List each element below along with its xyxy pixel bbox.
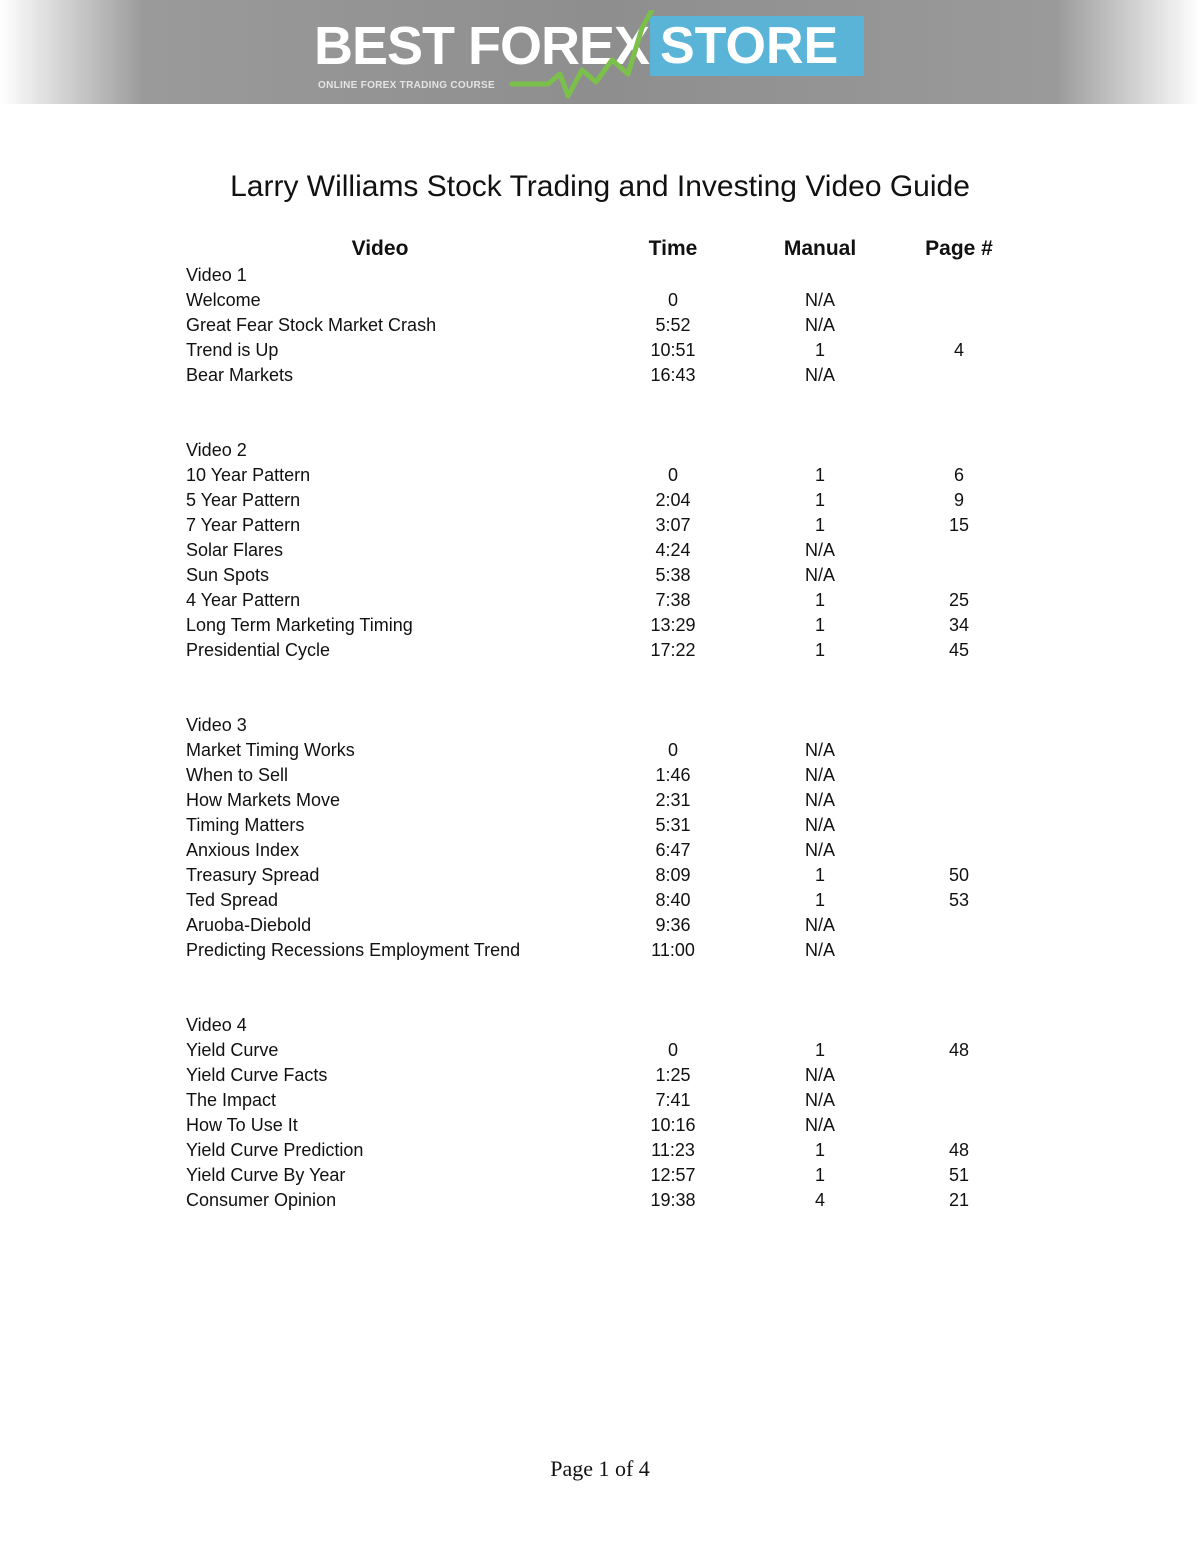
column-header-page: Page #: [925, 237, 993, 260]
row-manual: N/A: [804, 740, 835, 760]
row-page: 34: [948, 615, 970, 635]
table-row: [186, 538, 1046, 563]
chart-swoosh-icon: [312, 10, 864, 102]
row-page: 15: [948, 515, 970, 535]
row-topic: Aruoba-Diebold: [186, 915, 312, 935]
row-time: 11:00: [651, 940, 695, 960]
row-page: 51: [948, 1165, 970, 1185]
table-row: [186, 638, 1046, 663]
row-manual: N/A: [804, 765, 835, 785]
row-manual: N/A: [804, 540, 835, 560]
table-row: [186, 288, 1046, 313]
column-header-video: Video: [351, 237, 409, 260]
section-label: Video 1: [186, 265, 247, 285]
row-time: 0: [667, 290, 678, 310]
row-manual: 1: [814, 1165, 825, 1185]
row-manual: N/A: [804, 915, 835, 935]
table-row: [186, 813, 1046, 838]
row-time: 10:51: [650, 340, 696, 360]
row-time: 3:07: [655, 515, 691, 535]
row-time: 13:29: [650, 615, 696, 635]
row-manual: N/A: [804, 1115, 835, 1135]
row-topic: The Impact: [186, 1090, 277, 1110]
row-manual: 1: [814, 640, 825, 660]
row-topic: Presidential Cycle: [186, 640, 331, 660]
row-page: 48: [948, 1140, 970, 1160]
logo-tagline: ONLINE FOREX TRADING COURSE: [318, 80, 495, 91]
column-header-manual: Manual: [783, 237, 857, 260]
row-manual: N/A: [804, 940, 835, 960]
row-time: 0: [667, 465, 678, 485]
table-row: [186, 1138, 1046, 1163]
row-topic: Market Timing Works: [186, 740, 355, 760]
row-topic: Timing Matters: [186, 815, 305, 835]
row-time: 7:38: [655, 590, 691, 610]
row-time: 11:23: [651, 1140, 695, 1160]
table-row: [186, 588, 1046, 613]
row-manual: 1: [814, 1040, 825, 1060]
table-row: [186, 513, 1046, 538]
table-row: [186, 1063, 1046, 1088]
table-row: [186, 1163, 1046, 1188]
row-manual: N/A: [804, 315, 835, 335]
table-row: [186, 563, 1046, 588]
row-page: 9: [953, 490, 964, 510]
document-title: Larry Williams Stock Trading and Investing Video Guide: [230, 170, 970, 203]
row-topic: Ted Spread: [186, 890, 279, 910]
row-time: 6:47: [655, 840, 691, 860]
row-topic: Sun Spots: [186, 565, 270, 585]
table-row: [186, 1038, 1046, 1063]
row-time: 4:24: [655, 540, 691, 560]
row-manual: N/A: [804, 815, 835, 835]
row-time: 7:41: [655, 1090, 691, 1110]
brand-logo: [312, 10, 864, 102]
row-topic: Bear Markets: [186, 365, 294, 385]
row-time: 10:16: [650, 1115, 696, 1135]
table-row: [186, 763, 1046, 788]
row-manual: N/A: [804, 565, 835, 585]
row-page: 45: [948, 640, 970, 660]
row-manual: N/A: [804, 365, 835, 385]
row-manual: N/A: [804, 1065, 835, 1085]
row-time: 8:40: [655, 890, 691, 910]
table-row: [186, 488, 1046, 513]
section-label: Video 4: [186, 1015, 247, 1035]
row-time: 19:38: [650, 1190, 696, 1210]
row-manual: 1: [814, 865, 825, 885]
table-row: [186, 463, 1046, 488]
header-banner: [0, 0, 1200, 104]
row-manual: N/A: [804, 1090, 835, 1110]
table-row: [186, 613, 1046, 638]
logo-brand-right: STORE: [660, 17, 839, 75]
table-row: [186, 888, 1046, 913]
row-topic: Treasury Spread: [186, 865, 320, 885]
table-row: [186, 1188, 1046, 1213]
row-time: 0: [667, 1040, 678, 1060]
row-time: 2:04: [655, 490, 691, 510]
row-time: 16:43: [650, 365, 696, 385]
section-label: Video 3: [186, 715, 247, 735]
row-page: 25: [948, 590, 970, 610]
row-manual: 1: [814, 340, 825, 360]
table-row: [186, 1088, 1046, 1113]
row-topic: 4 Year Pattern: [186, 590, 301, 610]
table-row: [186, 313, 1046, 338]
row-time: 0: [667, 740, 678, 760]
row-topic: Anxious Index: [186, 840, 300, 860]
table-row: [186, 363, 1046, 388]
row-topic: Solar Flares: [186, 540, 284, 560]
row-time: 12:57: [650, 1165, 696, 1185]
row-topic: Yield Curve Facts: [186, 1065, 328, 1085]
row-manual: 1: [814, 590, 825, 610]
row-manual: 1: [814, 465, 825, 485]
row-time: 1:46: [655, 765, 691, 785]
row-topic: Welcome: [186, 290, 261, 310]
table-row: [186, 863, 1046, 888]
row-page: 21: [948, 1190, 970, 1210]
row-manual: N/A: [804, 840, 835, 860]
row-time: 1:25: [655, 1065, 691, 1085]
row-topic: When to Sell: [186, 765, 289, 785]
column-header-time: Time: [648, 237, 698, 260]
row-manual: N/A: [804, 790, 835, 810]
table-row: [186, 938, 1046, 963]
row-page: 48: [948, 1040, 970, 1060]
row-topic: Long Term Marketing Timing: [186, 615, 413, 635]
row-manual: 1: [814, 615, 825, 635]
row-time: 5:31: [655, 815, 691, 835]
row-topic: How To Use It: [186, 1115, 298, 1135]
row-topic: Great Fear Stock Market Crash: [186, 315, 437, 335]
row-manual: 4: [814, 1190, 825, 1210]
row-topic: Yield Curve By Year: [186, 1165, 346, 1185]
row-time: 5:38: [655, 565, 691, 585]
page-number: Page 1 of 4: [550, 1456, 650, 1481]
table-row: [186, 338, 1046, 363]
row-topic: Consumer Opinion: [186, 1190, 337, 1210]
row-page: 50: [948, 865, 970, 885]
row-page: 4: [953, 340, 964, 360]
row-topic: 10 Year Pattern: [186, 465, 311, 485]
row-time: 2:31: [655, 790, 691, 810]
row-time: 9:36: [655, 915, 691, 935]
logo-brand-left: BEST FOREX: [314, 16, 650, 76]
table-row: [186, 838, 1046, 863]
table-row: [186, 738, 1046, 763]
section-label: Video 2: [186, 440, 247, 460]
table-row: [186, 913, 1046, 938]
row-manual: 1: [814, 1140, 825, 1160]
row-topic: Predicting Recessions Employment Trend: [186, 940, 521, 960]
row-page: 53: [948, 890, 970, 910]
row-topic: 7 Year Pattern: [186, 515, 301, 535]
row-manual: 1: [814, 890, 825, 910]
row-time: 17:22: [650, 640, 696, 660]
table-row: [186, 788, 1046, 813]
row-topic: How Markets Move: [186, 790, 341, 810]
row-time: 5:52: [655, 315, 691, 335]
row-manual: 1: [814, 490, 825, 510]
row-topic: Yield Curve Prediction: [186, 1140, 364, 1160]
table-row: [186, 1113, 1046, 1138]
row-time: 8:09: [655, 865, 691, 885]
row-topic: Yield Curve: [186, 1040, 279, 1060]
row-page: 6: [953, 465, 964, 485]
row-manual: 1: [814, 515, 825, 535]
row-topic: Trend is Up: [186, 340, 279, 360]
row-manual: N/A: [804, 290, 835, 310]
row-topic: 5 Year Pattern: [186, 490, 301, 510]
